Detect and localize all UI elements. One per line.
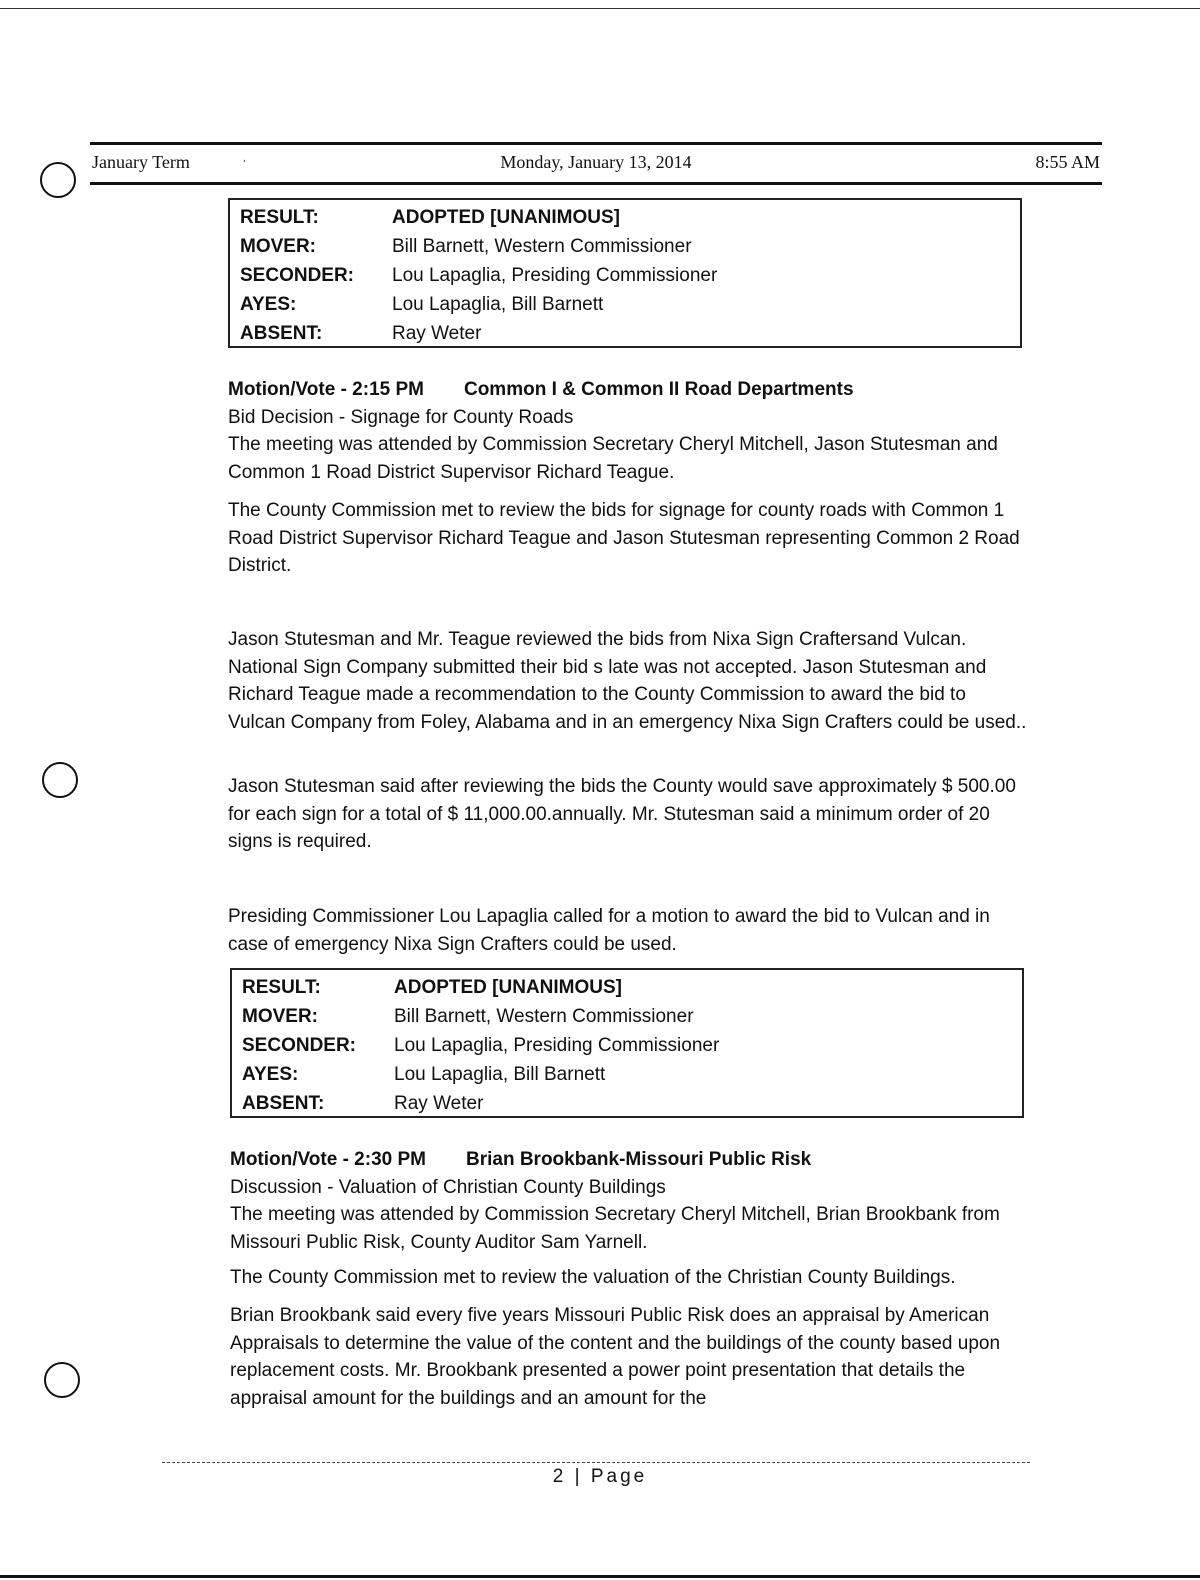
motion-section-public-risk [230,1146,1030,1256]
vote-value: Ray Weter [392,323,482,344]
vote-key: AYES: [240,294,297,315]
footer-rule [162,1462,1030,1463]
vote-row-result [240,203,1020,232]
vote-value: Lou Lapaglia, Bill Barnett [394,1064,606,1085]
punch-hole-icon [42,762,78,798]
vote-row-mover [240,232,1020,261]
vote-value: Bill Barnett, Western Commissioner [392,236,692,257]
vote-row-ayes [242,1060,1022,1089]
body-paragraph: The County Commission met to review the valuation of the Christian County Buildings. [230,1267,956,1288]
vote-row-seconder [242,1031,1022,1060]
vote-value: ADOPTED [UNANIMOUS] [394,977,622,998]
motion-section-road-departments [228,376,1028,486]
vote-value: Lou Lapaglia, Presiding Commissioner [394,1035,720,1056]
vote-key: MOVER: [240,236,316,257]
motion-subtitle: Discussion - Valuation of Christian County Buildings [230,1176,666,1198]
vote-result-box [228,198,1022,348]
vote-key: MOVER: [242,1006,318,1027]
motion-heading [228,376,1028,404]
motion-label: Motion/Vote - 2:30 PM [230,1149,426,1170]
header-rule-bottom [90,182,1102,185]
body-paragraph: Presiding Commissioner Lou Lapaglia called for a motion to award the bid to Vulcan and in case of emergency Nixa Sign Crafters could be used. [228,906,990,955]
vote-value: Ray Weter [394,1093,484,1114]
vote-key: SECONDER: [240,265,355,286]
motion-subtitle: Bid Decision - Signage for County Roads [228,406,574,428]
vote-key: ABSENT: [240,323,323,344]
vote-row-absent [240,319,1020,348]
vote-key: RESULT: [242,977,321,998]
page-header [92,150,1100,178]
body-paragraph: Brian Brookbank said every five years Missouri Public Risk does an appraisal by American Appraisals to determine the value of the content and the buildings of the county based upon replacement costs. Mr. Brookbank presented a power point presentation that details the appraisal amount for the buildings and an amount for the [230,1305,1001,1409]
vote-row-mover [242,1002,1022,1031]
motion-title: Brian Brookbank-Missouri Public Risk [465,1149,812,1170]
vote-value: Bill Barnett, Western Commissioner [394,1006,694,1027]
vote-value: ADOPTED [UNANIMOUS] [392,207,620,228]
vote-value: Lou Lapaglia, Presiding Commissioner [392,265,718,286]
body-paragraph: Jason Stutesman and Mr. Teague reviewed the bids from Nixa Sign Craftersand Vulcan. National Sign Company submitted their bid s late was not accepted. Jason Stutesman and Richard Teague made a recommendation to the County Commission to award the bid to Vulcan Company from Foley, Alabama and in an emergency Nixa Sign Crafters could be used.. [228,629,1027,733]
vote-key: ABSENT: [242,1093,325,1114]
body-paragraph: The County Commission met to review the bids for signage for county roads with Common 1 Road District Supervisor Richard Teague and Jason Stutesman representing Common 2 Road District. [228,500,1020,576]
punch-hole-icon [40,162,76,198]
body-paragraph: Jason Stutesman said after reviewing the bids the County would save approximately $ 500.00 for each sign for a total of $ 11,000.00.annually. Mr. Stutesman said a minimum order of 20 signs is required. [228,776,1016,852]
header-date: Monday, January 13, 2014 [500,152,692,172]
vote-row-result [242,973,1022,1002]
vote-row-seconder [240,261,1020,290]
vote-key: SECONDER: [242,1035,357,1056]
vote-value: Lou Lapaglia, Bill Barnett [392,294,604,315]
vote-key: RESULT: [240,207,319,228]
attendance-paragraph: The meeting was attended by Commission Secretary Cheryl Mitchell, Brian Brookbank from Missouri Public Risk, County Auditor Sam Yarnell. [230,1204,1000,1253]
vote-row-ayes [240,290,1020,319]
header-time: 8:55 AM [1035,152,1100,172]
punch-hole-icon [44,1362,80,1398]
scan-edge-top [0,8,1200,9]
motion-title: Common I & Common II Road Departments [463,379,854,400]
page-number: 2 | Page [552,1466,648,1487]
header-term: January Term [92,152,190,172]
vote-row-absent [242,1089,1022,1118]
scan-edge-bottom [0,1575,1200,1578]
attendance-paragraph: The meeting was attended by Commission Secretary Cheryl Mitchell, Jason Stutesman and Common 1 Road District Supervisor Richard Teague. [228,434,998,483]
motion-label: Motion/Vote - 2:15 PM [228,379,424,400]
motion-heading [230,1146,1030,1174]
vote-key: AYES: [242,1064,299,1085]
vote-result-box [230,968,1024,1118]
header-rule-top [90,142,1102,145]
header-tick-mark: ˌ [242,148,247,163]
